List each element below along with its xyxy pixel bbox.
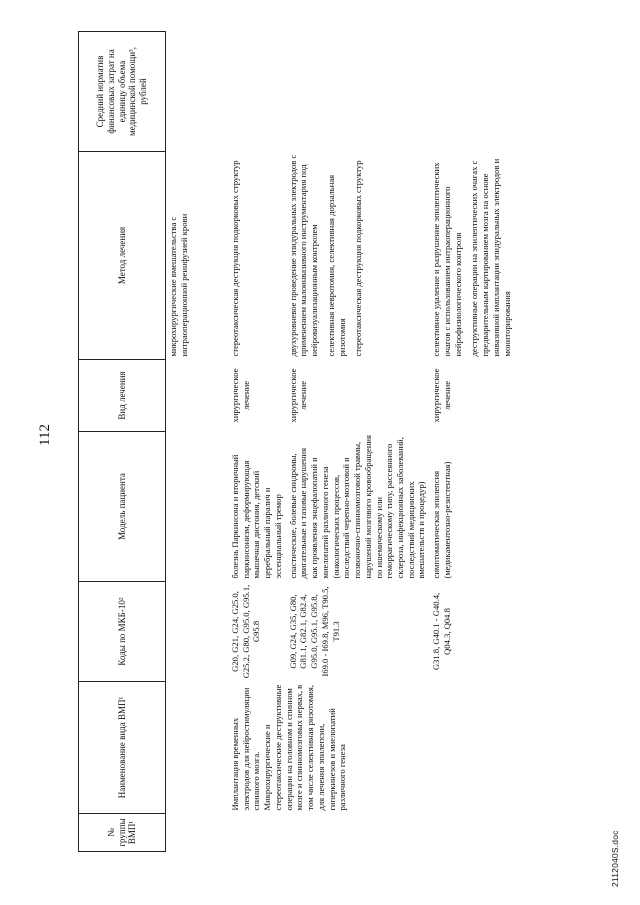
procedures-table-wrapper xyxy=(78,32,633,852)
header-treatment-method: Метод лечения xyxy=(79,152,166,360)
cell-icd-codes: G31.8, G40.1 - G40.4, Q04.3, Q04.8 xyxy=(431,592,452,671)
cell-group xyxy=(228,814,286,852)
procedures-table xyxy=(78,31,520,852)
cell-patient-model: симптоматическая эпилепсия (медикаментозно-резистентная) xyxy=(431,461,452,579)
method-text: селективная невротомия, селективная дорзальная ризотомия xyxy=(325,174,347,357)
cell-patient-model: спастические, болевые синдромы, двигательные и тазовые нарушения как проявления энцефалопатий и миелопатий различного генеза (онкологических процессов, последствий черепно-мозговой и позвоночно-спинномозговой травмы, нарушений мозгового кровообращения по ишемическому или геморрагическому типу, рассеянного склероза, инфекционных заболеваний, последствий медицинских вмешательств и процедур) xyxy=(287,435,427,579)
cell-icd-codes: G20, G21, G24, G25.0, G25.2, G80, G95.0, G95.1, G95.8 xyxy=(230,584,262,679)
header-vmp-name: Наименование вида ВМП¹ xyxy=(79,682,166,814)
method-text: деструктивные операции на эпилептических очагах с предварительным картированием мозга на основе инвазивной имплантации эпидуральных электродов и мониторирования xyxy=(469,158,512,357)
cell-empty xyxy=(166,814,229,852)
method-text: стереотаксическая деструкция подкорковых структур xyxy=(353,160,364,357)
header-icd-codes: Коды по МКБ-10² xyxy=(79,582,166,682)
cell-icd-codes: G09, G24, G35, G80, G81.1, G82.1, G82.4, G95.0, G95.1, G95.8, I69.0 - I69.8, M96, T90.5, T91.3 xyxy=(287,586,341,677)
method-text: стереотаксическая деструкция подкорковых структур xyxy=(230,160,240,357)
method-text: селективное удаление и разрушение эпилептических очагов с использованием интраоперационного нейрофизиологического контроля xyxy=(431,162,463,357)
cell-empty xyxy=(166,582,229,682)
cell-empty xyxy=(166,432,229,582)
cell-vmp-name: Имплантация временных электродов для нейростимуляции спинного мозга. Микрохирургические и стереотаксические деструктивные операции на головном и спинном мозге и спинномозговых нервах, в том числе селективная ризотомия, для лечения эпилепсии, гиперкинезов и миелопатий различного генеза xyxy=(230,684,348,811)
cell-group xyxy=(429,814,520,852)
cell-treatment-type: хирургическое лечение xyxy=(431,368,452,423)
cell-empty xyxy=(166,682,229,814)
header-group: № группы ВМП¹ xyxy=(79,814,166,852)
cell-treatment-type: хирургическое лечение xyxy=(230,368,251,423)
header-cost: Средний норматив финансовых затрат на единицу объема медицинской помощи³, рублей xyxy=(79,32,166,152)
header-treatment-type: Вид лечения xyxy=(79,360,166,432)
cell-empty xyxy=(166,32,229,152)
table-row-continued xyxy=(166,32,229,852)
cell-treatment-type: хирургическое лечение xyxy=(287,368,309,423)
cell-cost xyxy=(429,32,520,152)
table-header-row xyxy=(79,32,166,852)
cell-cost xyxy=(286,32,430,152)
cell-treatment-method xyxy=(228,152,286,360)
cell-patient-model: болезнь Паркинсона и вторичный паркинсонизм, деформирующая мышечная дистония, детский церебральный паралич и эссенциальный тремор xyxy=(230,454,283,579)
header-patient-model: Модель пациента xyxy=(79,432,166,582)
cell-treatment-method xyxy=(429,152,520,360)
cell-top-method: микрохирургические вмешательства с интраоперационной реинфузией крови xyxy=(168,213,189,357)
cell-group xyxy=(286,814,430,852)
method-text: двухуровневое проведение эпидуральных электродов с применением малоинвазивного инструментария под нейровизуализационным контролем xyxy=(287,154,320,357)
cell-treatment-method xyxy=(286,152,430,360)
cell-cost xyxy=(228,32,286,152)
document-footer-code: 2112040S.doc xyxy=(610,830,620,887)
cell-empty xyxy=(166,360,229,432)
page-number: 112 xyxy=(37,424,53,446)
table-row xyxy=(228,32,286,852)
